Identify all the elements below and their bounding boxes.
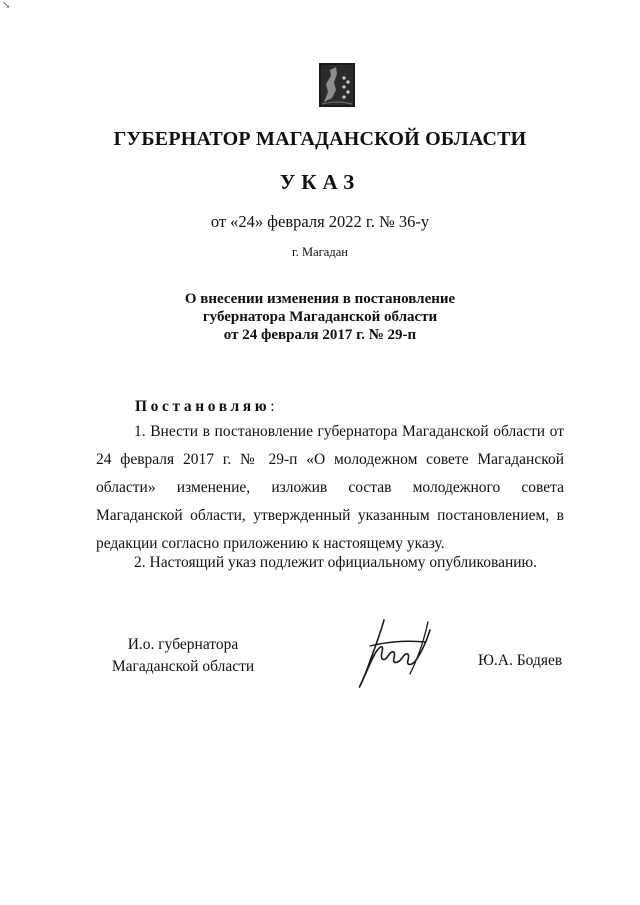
subject-line-1: О внесении изменения в постановление xyxy=(184,291,456,307)
coat-of-arms-icon xyxy=(318,62,356,108)
decree-heading xyxy=(135,398,275,416)
document-place: г. Магадан xyxy=(292,245,348,259)
document-subject xyxy=(0,290,640,344)
decree-word: Постановляю xyxy=(135,398,271,415)
document-date-number: от «24» февраля 2022 г. № 36-у xyxy=(210,212,430,231)
subject-line-2: губернатора Магаданской области xyxy=(202,309,438,325)
subject-line-3: от 24 февраля 2017 г. № 29-п xyxy=(223,327,417,343)
handwritten-signature-icon xyxy=(340,612,440,694)
scan-corner-mark: ↘ xyxy=(2,0,11,11)
paragraph-2: 2. Настоящий указ подлежит официальному опубликованию. xyxy=(134,554,538,571)
document-type: УКАЗ xyxy=(279,170,361,194)
signatory-title-line-2: Магаданской области xyxy=(111,658,255,675)
signatory-name: Ю.А. Бодяев xyxy=(478,652,563,669)
signatory-title-line-1: И.о. губернатора xyxy=(127,636,239,653)
issuing-authority: ГУБЕРНАТОР МАГАДАНСКОЙ ОБЛАСТИ xyxy=(113,128,527,150)
decree-colon: : xyxy=(270,398,275,415)
signatory-title xyxy=(98,634,268,678)
paragraph-1: 1. Внести в постановление губернатора Магаданской области от 24 февраля 2017 г. № 29-п «О молодежном совете Магаданской области» изменение, изложив состав молодежного совета Магаданской области, утвержденный указанным постановлением, в редакции согласно приложению к настоящему указу. xyxy=(96,423,564,552)
